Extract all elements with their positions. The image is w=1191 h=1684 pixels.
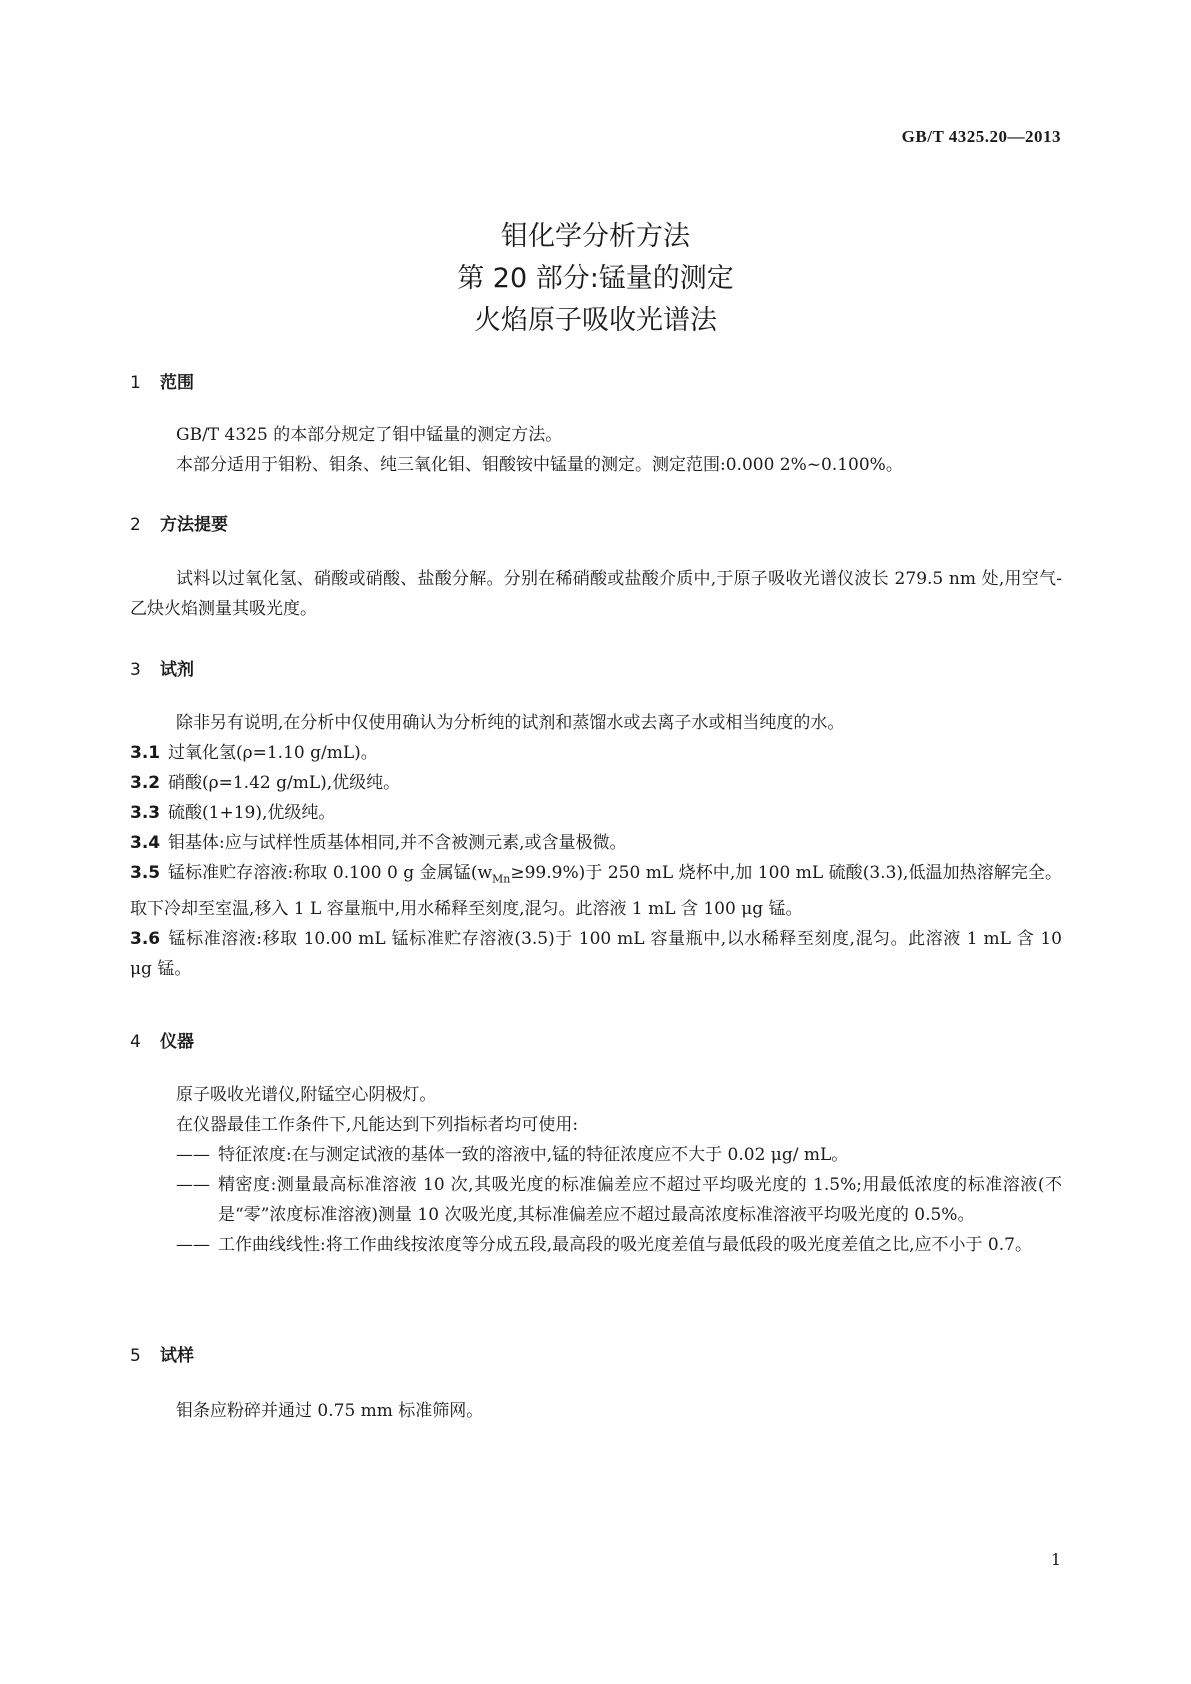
paragraph: 原子吸收光谱仪,附锰空心阴极灯。: [176, 1085, 437, 1105]
dash-marker: ——: [176, 1175, 210, 1195]
section-body-scope: [130, 420, 1062, 480]
title-line-3: 火焰原子吸收光谱法: [474, 305, 717, 336]
section-title: 范围: [160, 373, 194, 393]
requirement-text: 精密度:测量最高标准溶液 10 次,其吸光度的标准偏差应不超过平均吸光度的 1.5%;用最低浓度的标准溶液(不是“零”浓度标准溶液)测量 10 次吸光度,其标准偏差应不超过最高浓度标准溶液平均吸光度的 0.5%。: [218, 1175, 1062, 1225]
paragraph: 钼条应粉碎并通过 0.75 mm 标准筛网。: [176, 1401, 484, 1421]
clause-text: 锰标准溶液:移取 10.00 mL 锰标准贮存溶液(3.5)于 100 mL 容量瓶中,以水稀释至刻度,混匀。此溶液 1 mL 含 10 μg 锰。: [130, 929, 1062, 980]
standard-number: GB/T 4325.20—2013: [901, 127, 1061, 146]
clause-text: 锰标准贮存溶液:称取 0.100 0 g 金属锰(w: [168, 863, 493, 883]
clause-text: 硫酸(1+19),优级纯。: [168, 803, 336, 823]
clause-number: 3.3: [130, 803, 161, 823]
section-number: 4: [130, 1032, 141, 1052]
requirement-text: 工作曲线线性:将工作曲线按浓度等分成五段,最高段的吸光度差值与最低段的吸光度差值之比,应不小于 0.7。: [218, 1235, 1032, 1255]
dash-marker: ——: [176, 1235, 210, 1255]
reagent-item: [130, 738, 1062, 768]
requirement-item: [130, 1170, 1062, 1230]
page-number: 1: [1050, 1550, 1061, 1569]
section-body-apparatus: [130, 1080, 1062, 1260]
paragraph: GB/T 4325 的本部分规定了钼中锰量的测定方法。: [176, 425, 563, 445]
title-line-2: 第 20 部分:锰量的测定: [457, 263, 734, 294]
reagent-item: [130, 828, 1062, 858]
requirement-item: [130, 1140, 1062, 1170]
clause-number: 3.2: [130, 773, 161, 793]
dash-marker: ——: [176, 1145, 210, 1165]
clause-text: 硝酸(ρ=1.42 g/mL),优级纯。: [168, 773, 401, 793]
section-title: 方法提要: [160, 515, 228, 535]
section-body-sample: [130, 1396, 1062, 1426]
reagent-item: [130, 798, 1062, 828]
section-title: 仪器: [160, 1032, 194, 1052]
document-title: [0, 216, 1191, 342]
section-heading-apparatus: [130, 1027, 194, 1052]
clause-number: 3.5: [130, 863, 161, 883]
section-heading-reagents: [130, 655, 194, 680]
paragraph: 在仪器最佳工作条件下,凡能达到下列指标者均可使用:: [176, 1115, 579, 1135]
clause-text: ≥99.9%)于 250 mL 烧杯中,加 100 mL 硫酸(3.3),低温加热溶解完全。取下冷却至室温,移入 1 L 容量瓶中,用水稀释至刻度,混匀。此溶液 1 mL 含 100 μg 锰。: [130, 863, 1062, 920]
paragraph: 除非另有说明,在分析中仅使用确认为分析纯的试剂和蒸馏水或去离子水或相当纯度的水。: [176, 713, 845, 733]
clause-number: 3.6: [130, 929, 161, 950]
section-body-reagents: [130, 708, 1062, 984]
section-heading-principle: [130, 510, 228, 535]
section-number: 5: [130, 1346, 141, 1366]
section-number: 1: [130, 373, 141, 393]
section-number: 3: [130, 660, 141, 680]
title-line-1: 钼化学分析方法: [501, 221, 690, 252]
section-title: 试剂: [160, 660, 194, 680]
reagent-item: [130, 858, 1062, 924]
reagent-item: [130, 924, 1062, 984]
section-title: 试样: [160, 1346, 194, 1366]
clause-number: 3.4: [130, 833, 161, 853]
clause-text: 过氧化氢(ρ=1.10 g/mL)。: [168, 743, 378, 763]
section-number: 2: [130, 515, 141, 535]
paragraph: 本部分适用于钼粉、钼条、纯三氧化钼、钼酸铵中锰量的测定。测定范围:0.000 2%~0.100%。: [176, 455, 903, 475]
requirement-item: [130, 1230, 1062, 1260]
paragraph: 试料以过氧化氢、硝酸或硝酸、盐酸分解。分别在稀硝酸或盐酸介质中,于原子吸收光谱仪波长 279.5 nm 处,用空气-乙炔火焰测量其吸光度。: [130, 569, 1062, 619]
section-body-principle: [130, 564, 1062, 624]
section-heading-sample: [130, 1341, 194, 1366]
requirement-text: 特征浓度:在与测定试液的基体一致的溶液中,锰的特征浓度应不大于 0.02 μg/ mL。: [218, 1145, 849, 1165]
section-heading-scope: [130, 368, 194, 393]
subscript: Mn: [492, 872, 511, 886]
clause-text: 钼基体:应与试样性质基体相同,并不含被测元素,或含量极微。: [168, 833, 627, 853]
clause-number: 3.1: [130, 743, 161, 763]
reagent-item: [130, 768, 1062, 798]
